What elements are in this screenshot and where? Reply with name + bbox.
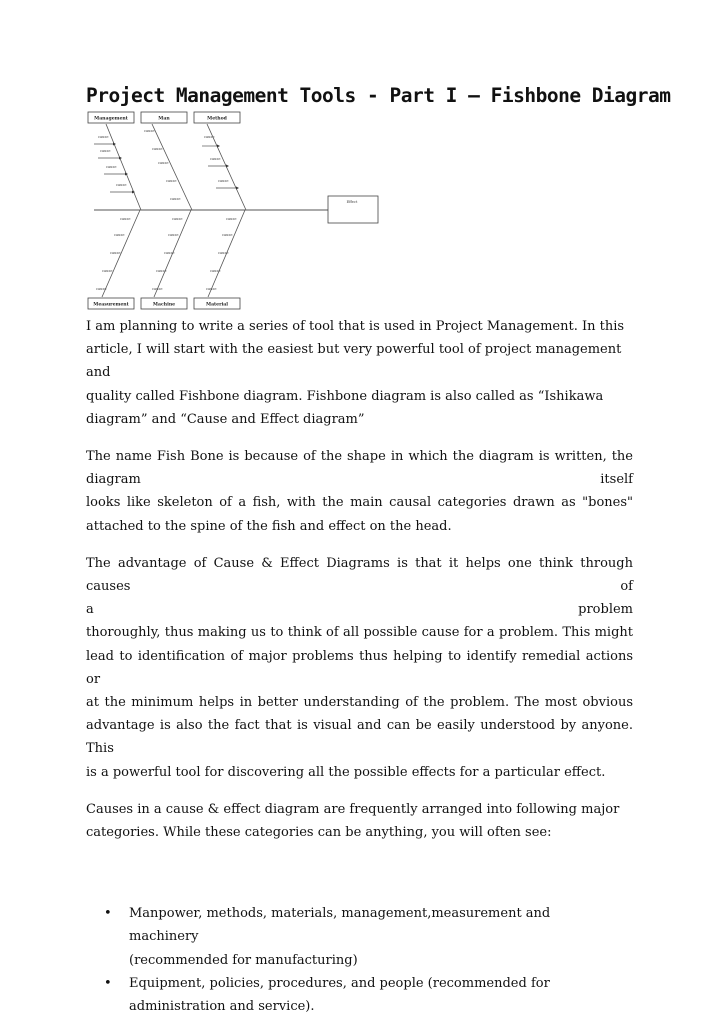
cause-label: cause — [204, 135, 215, 139]
text-line: lead to identification of major problems thus helping to identify remedial actions or — [86, 648, 633, 687]
cause-label: cause — [210, 157, 221, 161]
text-line: a problem — [86, 602, 633, 618]
cause-label: cause — [218, 251, 229, 255]
effect-label: Effect — [346, 200, 358, 204]
text-line: Equipment, policies, procedures, and people (recommended for — [129, 975, 550, 991]
arrowhead — [236, 187, 239, 190]
bone-measurement — [102, 210, 140, 297]
cause-label: cause — [96, 287, 107, 291]
cause-label: cause — [152, 287, 163, 291]
cause-label: cause — [152, 147, 163, 151]
text-line: I am planning to write a series of tool that is used in Project Management. In this — [86, 319, 625, 334]
list-item — [86, 972, 616, 1018]
cause-label: cause — [210, 269, 221, 273]
bullet-icon: • — [104, 975, 112, 991]
cause-label: cause — [114, 233, 125, 237]
category-label-material: Material — [206, 302, 228, 308]
bullet-icon: • — [104, 906, 112, 922]
category-label-method: Method — [207, 116, 227, 122]
text-line: Causes in a cause & effect diagram are frequently arranged into following major — [86, 801, 620, 817]
category-label-management: Management — [94, 116, 128, 122]
category-label-measurement: Measurement — [93, 302, 129, 308]
cause-label: cause — [106, 165, 117, 169]
text-line: attached to the spine of the fish and effect on the head. — [86, 518, 452, 534]
text-line: The advantage of Cause & Effect Diagrams is that it helps one think through causes of — [86, 555, 633, 595]
paragraph-categories — [86, 798, 633, 844]
paragraph-intro — [86, 315, 633, 431]
cause-label: cause — [120, 217, 131, 221]
paragraph-advantage — [86, 552, 633, 784]
page-title: Project Management Tools - Part I – Fishbone Diagram — [86, 84, 671, 107]
text-line: categories. While these categories can be anything, you will often see: — [86, 825, 552, 841]
cause-label: cause — [206, 287, 217, 291]
text-line: article, I will start with the easiest but very powerful tool of project management and — [86, 342, 622, 381]
category-label-machine: Machine — [152, 302, 176, 308]
cause-label: cause — [156, 269, 167, 273]
category-label-man: Man — [158, 116, 170, 122]
paragraph-fishbone-name — [86, 445, 633, 538]
text-line: thoroughly, thus making us to think of all possible cause for a problem. This might — [86, 625, 633, 641]
text-line: The name Fish Bone is because of the shape in which the diagram is written, the — [86, 449, 633, 465]
category-bullet-list — [86, 902, 633, 1018]
text-line: administration and service). — [129, 999, 315, 1015]
text-line: advantage is also the fact that is visual and can be easily understood by anyone. This — [86, 718, 633, 757]
text-line: (recommended for manufacturing) — [129, 952, 358, 968]
cause-label: cause — [168, 233, 179, 237]
cause-label: cause — [144, 129, 155, 133]
arrowhead — [226, 165, 229, 168]
cause-label: cause — [226, 217, 237, 221]
fishbone-diagram — [86, 110, 381, 310]
cause-label: cause — [164, 251, 175, 255]
cause-label: cause — [102, 269, 113, 273]
fishbone-diagram-figure — [86, 110, 381, 310]
text-line: diagram” and “Cause and Effect diagram” — [86, 411, 365, 427]
text-line: looks like skeleton of a fish, with the main causal categories drawn as "bones" — [86, 495, 633, 511]
text-line: diagram itself — [86, 472, 633, 488]
cause-label: cause — [222, 233, 233, 237]
cause-label: cause — [172, 217, 183, 221]
cause-label: cause — [100, 149, 111, 153]
arrowhead — [217, 145, 220, 148]
list-item — [86, 902, 616, 972]
cause-label: cause — [218, 179, 229, 183]
text-line: Manpower, methods, materials, management,measurement and machinery — [129, 906, 551, 945]
document-page — [86, 84, 671, 1018]
text-line: at the minimum helps in better understanding of the problem. The most obvious — [86, 695, 633, 711]
cause-label: cause — [110, 251, 121, 255]
text-line: is a powerful tool for discovering all the possible effects for a particular effect. — [86, 764, 606, 780]
cause-label: cause — [158, 161, 169, 165]
cause-label: cause — [166, 179, 177, 183]
cause-label: cause — [116, 183, 127, 187]
cause-label: cause — [170, 197, 181, 201]
text-line: quality called Fishbone diagram. Fishbone diagram is also called as “Ishikawa — [86, 388, 604, 404]
cause-label: cause — [98, 135, 109, 139]
